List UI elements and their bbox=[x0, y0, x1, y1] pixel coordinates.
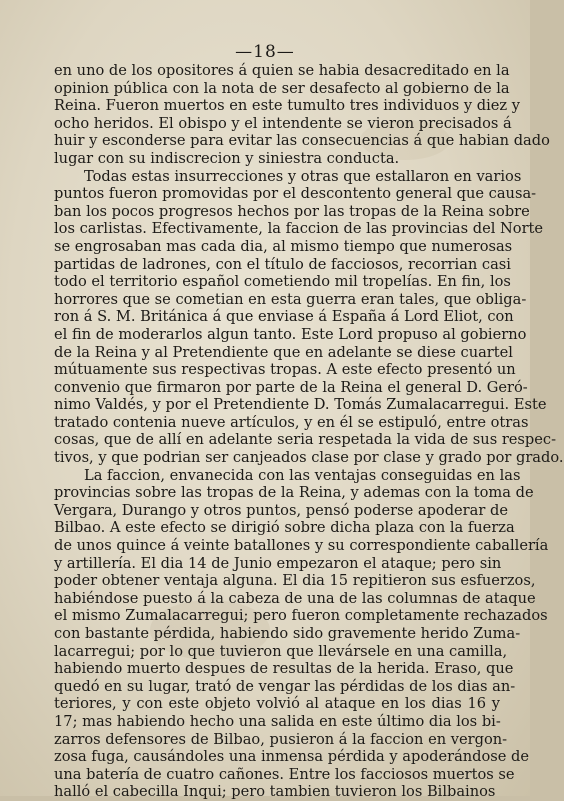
text-line: provincias sobre las tropas de la Reina, y ademas con la toma de bbox=[54, 484, 534, 502]
text-line: opinion pública con la nota de ser desafecto al gobierno de la bbox=[54, 79, 510, 97]
body-text bbox=[54, 62, 564, 801]
text-line: poder obtener ventaja alguna. El dia 15 repitieron sus esfuerzos, bbox=[54, 572, 536, 590]
paragraph bbox=[54, 62, 550, 168]
text-line: quedó en su lugar, trató de vengar las pérdidas de los dias an- bbox=[54, 677, 516, 695]
paragraph bbox=[54, 466, 549, 801]
text-line: Reina. Fueron muertos en este tumulto tres individuos y diez y bbox=[54, 97, 521, 115]
text-line: ron á S. M. Británica á que enviase á España á Lord Eliot, con bbox=[54, 308, 514, 326]
text-line: el fin de moderarlos algun tanto. Este Lord propuso al gobierno bbox=[54, 325, 527, 343]
text-line: tivos, y que podrian ser canjeados clase por clase y grado por grado. bbox=[54, 449, 564, 467]
text-line: zarros defensores de Bilbao, pusieron á la faccion en vergon- bbox=[54, 730, 508, 748]
text-line: lugar con su indiscrecion y siniestra conducta. bbox=[54, 149, 400, 167]
text-line: habiéndose puesto á la cabeza de una de las columnas de ataque bbox=[54, 589, 536, 607]
text-line: el mismo Zumalacarregui; pero fueron completamente rechazados bbox=[54, 607, 548, 625]
text-line: convenio que firmaron por parte de la Reina el general D. Geró- bbox=[54, 378, 528, 396]
text-line: lacarregui; por lo que tuvieron que llevársele en una camilla, bbox=[54, 642, 508, 660]
text-line: se engrosaban mas cada dia, al mismo tiempo que numerosas bbox=[54, 237, 513, 255]
text-line: tratado contenia nueve artículos, y en él se estipuló, entre otras bbox=[54, 413, 529, 431]
text-line: y artillería. El dia 14 de Junio empezaron el ataque; pero sin bbox=[54, 554, 502, 572]
text-line: todo el territorio español cometiendo mil tropelías. En fin, los bbox=[54, 273, 511, 291]
text-line: ocho heridos. El obispo y el intendente se vieron precisados á bbox=[54, 114, 512, 132]
text-line: Bilbao. A este efecto se dirigió sobre dicha plaza con la fuerza bbox=[54, 519, 515, 537]
text-line: teriores, y con este objeto volvió al ataque en los dias 16 y bbox=[54, 695, 500, 713]
text-line: 17; mas habiendo hecho una salida en este último dia los bi- bbox=[54, 712, 501, 730]
text-line: ban los pocos progresos hechos por las tropas de la Reina sobre bbox=[54, 202, 530, 220]
paragraph bbox=[54, 167, 564, 467]
text-line: La faccion, envanecida con las ventajas conseguidas en las bbox=[84, 466, 521, 484]
text-line: nimo Valdés, y por el Pretendiente D. Tomás Zumalacarregui. Este bbox=[54, 396, 547, 414]
text-line: de unos quince á veinte batallones y su correspondiente caballería bbox=[54, 537, 549, 555]
text-line: Todas estas insurrecciones y otras que estallaron en varios bbox=[84, 167, 522, 185]
page-number: —18— bbox=[235, 42, 295, 62]
text-line: partidas de ladrones, con el título de facciosos, recorrian casi bbox=[54, 255, 511, 273]
text-line: Vergara, Durango y otros puntos, pensó poderse apoderar de bbox=[54, 501, 508, 519]
text-line: habiendo muerto despues de resultas de la herida. Eraso, que bbox=[54, 660, 514, 678]
text-line: mútuamente sus respectivas tropas. A este efecto presentó un bbox=[54, 361, 516, 379]
text-line: una batería de cuatro cañones. Entre los facciosos muertos se bbox=[54, 765, 515, 783]
text-line: halló el cabecilla Inqui; pero tambien tuvieron los Bilbainos bbox=[54, 783, 496, 801]
text-line: horrores que se cometian en esta guerra eran tales, que obliga- bbox=[54, 290, 527, 308]
text-line: en uno de los opositores á quien se habia desacreditado en la bbox=[54, 62, 510, 79]
text-line: cosas, que de allí en adelante seria respetada la vida de sus respec- bbox=[54, 431, 557, 449]
text-line: de la Reina y al Pretendiente que en adelante se diese cuartel bbox=[54, 343, 513, 361]
text-line: puntos fueron promovidas por el descontento general que causa- bbox=[54, 185, 537, 203]
text-line: con bastante pérdida, habiendo sido gravemente herido Zuma- bbox=[54, 625, 521, 642]
text-line: los carlistas. Efectivamente, la faccion de las provincias del Norte bbox=[54, 220, 544, 238]
text-line: zosa fuga, causándoles una inmensa pérdida y apoderándose de bbox=[54, 748, 530, 766]
text-line: huir y esconderse para evitar las consecuencias á que habian dado bbox=[54, 132, 550, 150]
